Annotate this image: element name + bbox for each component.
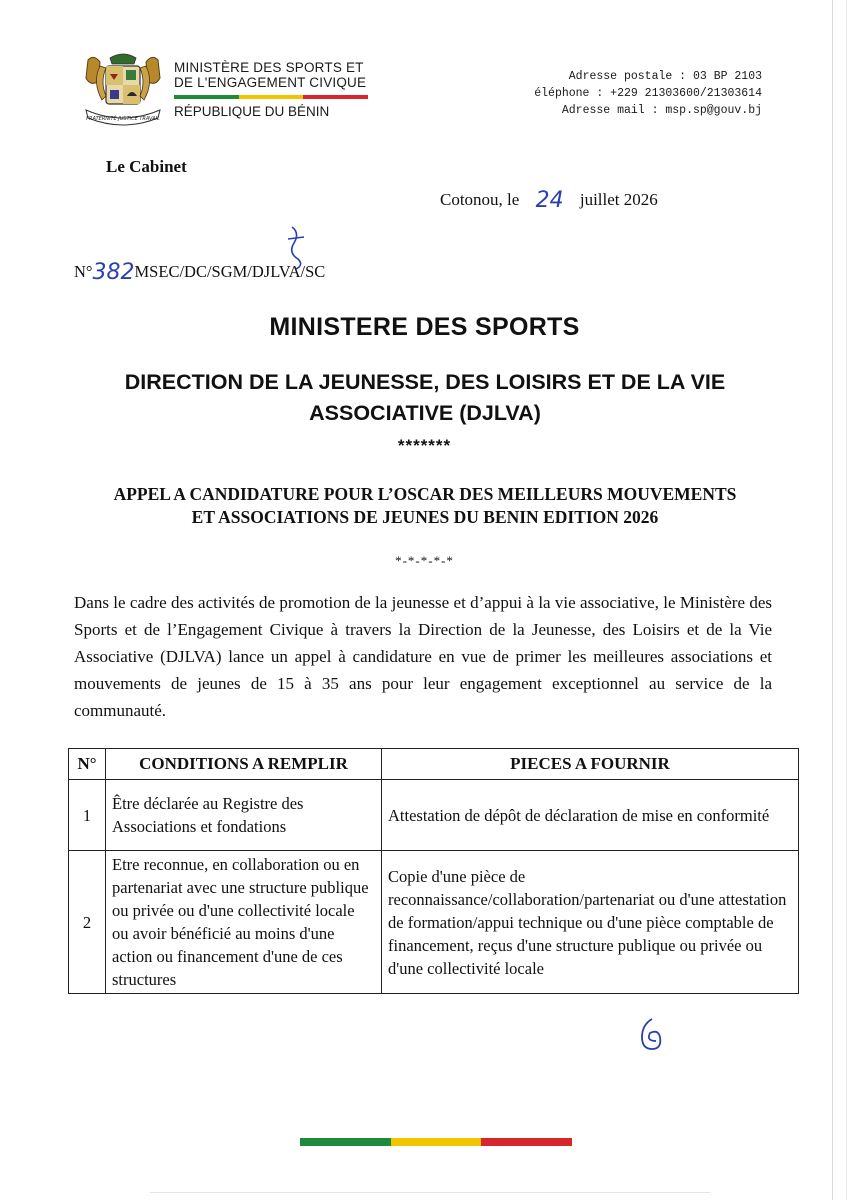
phone-number: éléphone : +229 21303600/21303614 bbox=[534, 87, 762, 100]
row-condition bbox=[106, 851, 382, 994]
reference-suffix: MSEC/DC/SGM/DJLVA/SC bbox=[134, 262, 326, 281]
main-title: MINISTERE DES SPORTS bbox=[269, 313, 580, 341]
title-separator-stars: ******* bbox=[397, 436, 452, 455]
row-number: 1 bbox=[69, 780, 106, 851]
direction-title: DIRECTION DE LA JEUNESSE, DES LOISIRS ET DE LA VIE ASSOCIATIVE (DJLVA) bbox=[124, 370, 726, 425]
dateline-prefix: Cotonou, le bbox=[440, 190, 520, 209]
svg-text:FRATERNITÉ JUSTICE TRAVAIL: FRATERNITÉ JUSTICE TRAVAIL bbox=[86, 116, 160, 122]
table-row bbox=[69, 851, 799, 994]
row-documents: Copie d'une pièce de reconnaissance/collaboration/partenariat ou d'une attestation de formation/appui technique ou d'une pièce comptable de financement, reçus d'une structure publique ou privée ou d'une collectivité locale bbox=[382, 851, 799, 994]
scan-edge-line bbox=[846, 0, 847, 1200]
scan-edge-line bbox=[832, 0, 833, 1200]
column-header-conditions: CONDITIONS A REMPLIR bbox=[106, 749, 382, 780]
flag-color-bar bbox=[174, 95, 368, 99]
call-for-applications-title: APPEL A CANDIDATURE POUR L’OSCAR DES MEILLEURS MOUVEMENTS ET ASSOCIATIONS DE JEUNES DU BENIN EDITION 2026 bbox=[113, 484, 737, 527]
coat-of-arms-icon bbox=[80, 52, 166, 130]
column-header-documents: PIECES A FOURNIR bbox=[382, 749, 799, 780]
dateline bbox=[440, 186, 658, 211]
table-header-row bbox=[69, 749, 799, 780]
dateline-day-handwritten: 24 bbox=[535, 188, 564, 213]
table-row bbox=[69, 780, 799, 851]
cabinet-label: Le Cabinet bbox=[106, 157, 187, 176]
row-condition: Être déclarée au Registre des Associations et fondations bbox=[106, 780, 382, 851]
email-address: Adresse mail : msp.sp@gouv.bj bbox=[561, 104, 762, 117]
row-documents: Attestation de dépôt de déclaration de mise en conformité bbox=[382, 780, 799, 851]
republic-name: RÉPUBLIQUE DU BÉNIN bbox=[174, 104, 330, 119]
row-condition-alternative: ou avoir bénéficié au moins d'une action ou financement d'une de ces structures bbox=[112, 924, 343, 989]
row-number: 2 bbox=[69, 851, 106, 994]
call-separator-stars: *-*-*-*-* bbox=[395, 553, 454, 568]
reference-number-handwritten: 382 bbox=[92, 260, 135, 285]
requirements-table bbox=[68, 748, 799, 994]
ministry-name-line2: DE L'ENGAGEMENT CIVIQUE bbox=[174, 75, 367, 90]
intro-paragraph: Dans le cadre des activités de promotion de la jeunesse et d’appui à la vie associative, le Ministère des Sports et de l’Engagement Civique à travers la Direction de la Jeunesse, des Loisirs et de la Vie Associative (DJLVA) lance un appel à candidature en vue de primer les meilleures associations et mouvements de jeunes de 15 à 35 ans pour leur engagement exceptionnel au service de la communauté. bbox=[74, 593, 772, 720]
footer-rule bbox=[150, 1192, 710, 1193]
footer-flag-bar bbox=[300, 1138, 572, 1146]
reference-number bbox=[74, 258, 325, 283]
ministry-name bbox=[174, 60, 374, 90]
reference-prefix: N° bbox=[74, 262, 93, 281]
contact-block bbox=[490, 68, 762, 119]
handwritten-paraph-mark bbox=[630, 1015, 672, 1055]
dateline-suffix: juillet 2026 bbox=[579, 190, 658, 209]
postal-address: Adresse postale : 03 BP 2103 bbox=[568, 70, 762, 83]
ministry-name-line1: MINISTÈRE DES SPORTS ET bbox=[174, 60, 364, 75]
row-condition-main: Etre reconnue, en collaboration ou en partenariat avec une structure publique ou privée ou d'une collectivité locale bbox=[112, 855, 369, 920]
column-header-number: N° bbox=[69, 749, 106, 780]
